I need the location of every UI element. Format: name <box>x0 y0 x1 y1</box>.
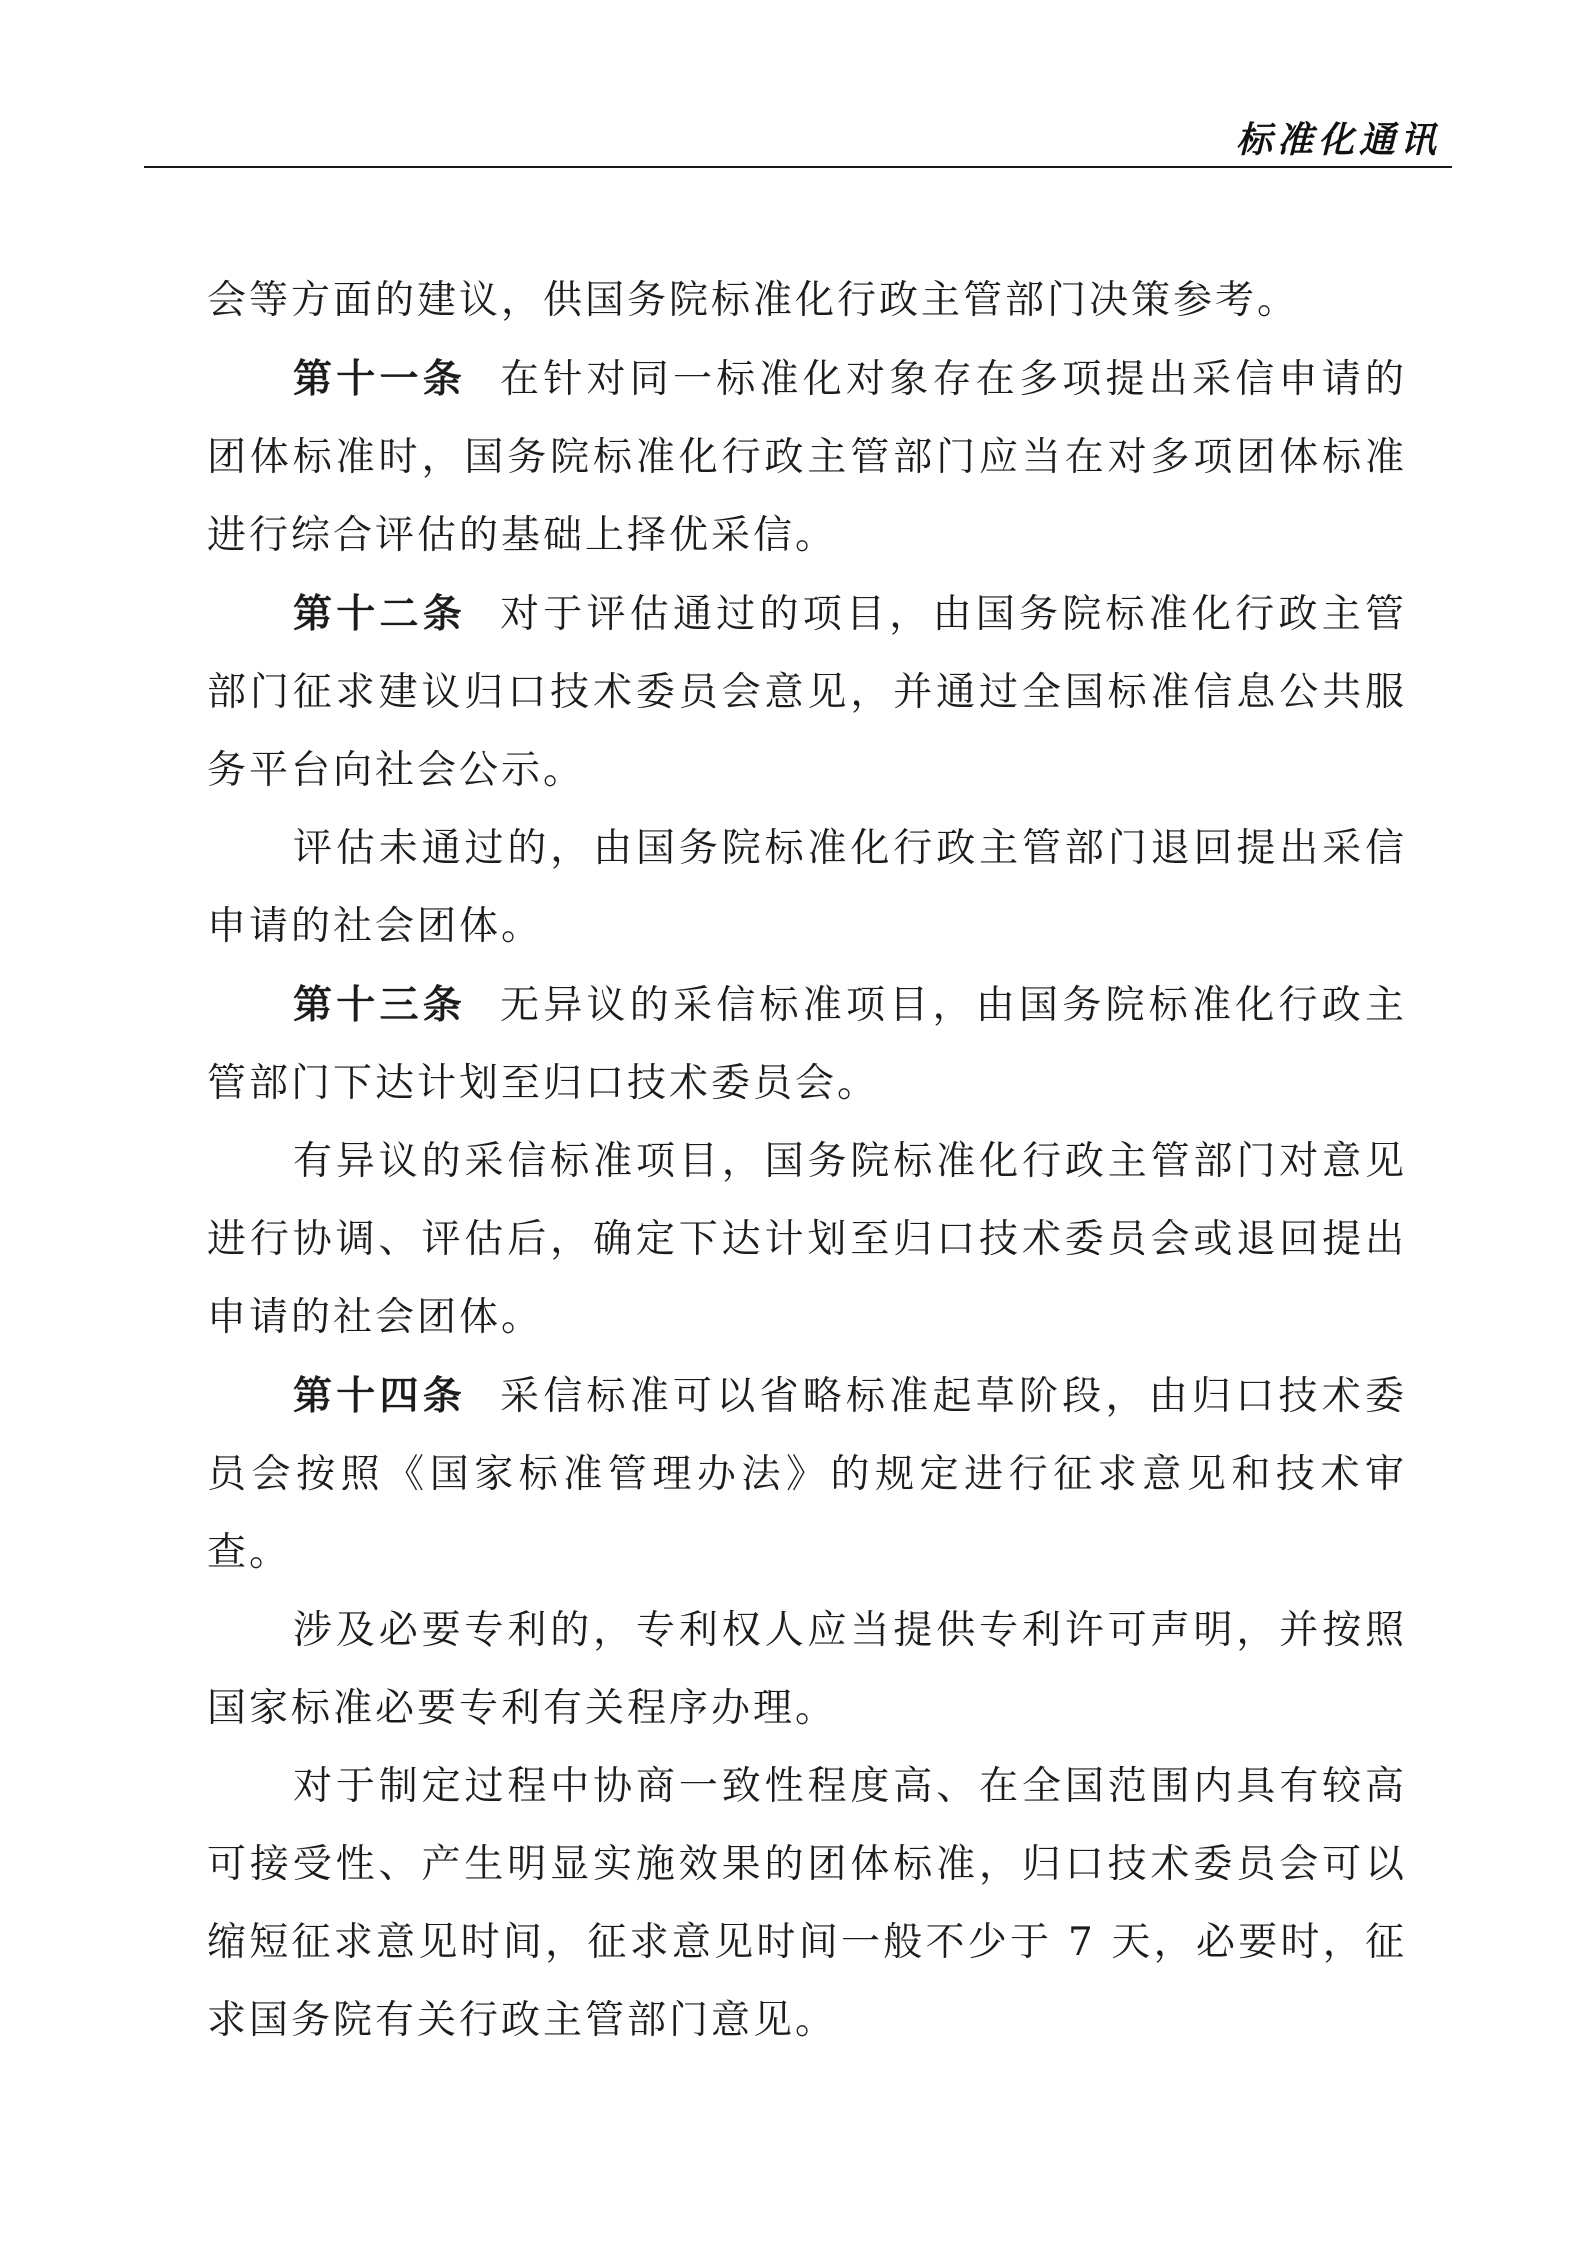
paragraph-text: 会等方面的建议，供国务院标准化行政主管部门决策参考。 <box>207 278 1300 323</box>
paragraph-text: 无异议的采信标准项目，由国务院标准化行政主管部门下达计划至归口技术委员会。 <box>207 983 1407 1106</box>
article-number: 第十二条 <box>293 591 466 637</box>
article-number: 第十四条 <box>293 1373 466 1419</box>
paragraph-text: 评估未通过的，由国务院标准化行政主管部门退回提出采信申请的社会团体。 <box>207 826 1407 949</box>
paragraph-text: 涉及必要专利的，专利权人应当提供专利许可声明，并按照国家标准必要专利有关程序办理。 <box>207 1608 1407 1731</box>
publication-title: 标准化通讯 <box>1235 119 1441 161</box>
article-14 <box>207 1357 1407 1592</box>
article-11 <box>207 340 1407 575</box>
paragraph-text: 在针对同一标准化对象存在多项提出采信申请的团体标准时，国务院标准化行政主管部门应当在对多项团体标准进行综合评估的基础上择优采信。 <box>207 357 1407 558</box>
page-header <box>0 0 1587 170</box>
article-number: 第十三条 <box>293 982 466 1028</box>
article-12-clause-2 <box>207 810 1407 966</box>
paragraph-continued <box>207 262 1407 340</box>
article-14-clause-2 <box>207 1592 1407 1748</box>
article-13-clause-2 <box>207 1123 1407 1357</box>
paragraph-text: 采信标准可以省略标准起草阶段，由归口技术委员会按照《国家标准管理办法》的规定进行征求意见和技术审查。 <box>207 1374 1407 1575</box>
paragraph-text: 对于制定过程中协商一致性程度高、在全国范围内具有较高可接受性、产生明显实施效果的团体标准，归口技术委员会可以缩短征求意见时间，征求意见时间一般不少于 7 天，必要时，征求国务院有关行政主管部门意见。 <box>207 1764 1407 2043</box>
article-number: 第十一条 <box>293 356 466 402</box>
document-body <box>207 262 1407 2060</box>
header-divider <box>144 166 1452 168</box>
article-14-clause-3 <box>207 1748 1407 2060</box>
article-12 <box>207 575 1407 810</box>
paragraph-text: 有异议的采信标准项目，国务院标准化行政主管部门对意见进行协调、评估后，确定下达计划至归口技术委员会或退回提出申请的社会团体。 <box>207 1139 1407 1340</box>
article-13 <box>207 966 1407 1123</box>
paragraph-text: 对于评估通过的项目，由国务院标准化行政主管部门征求建议归口技术委员会意见，并通过全国标准信息公共服务平台向社会公示。 <box>207 592 1407 793</box>
